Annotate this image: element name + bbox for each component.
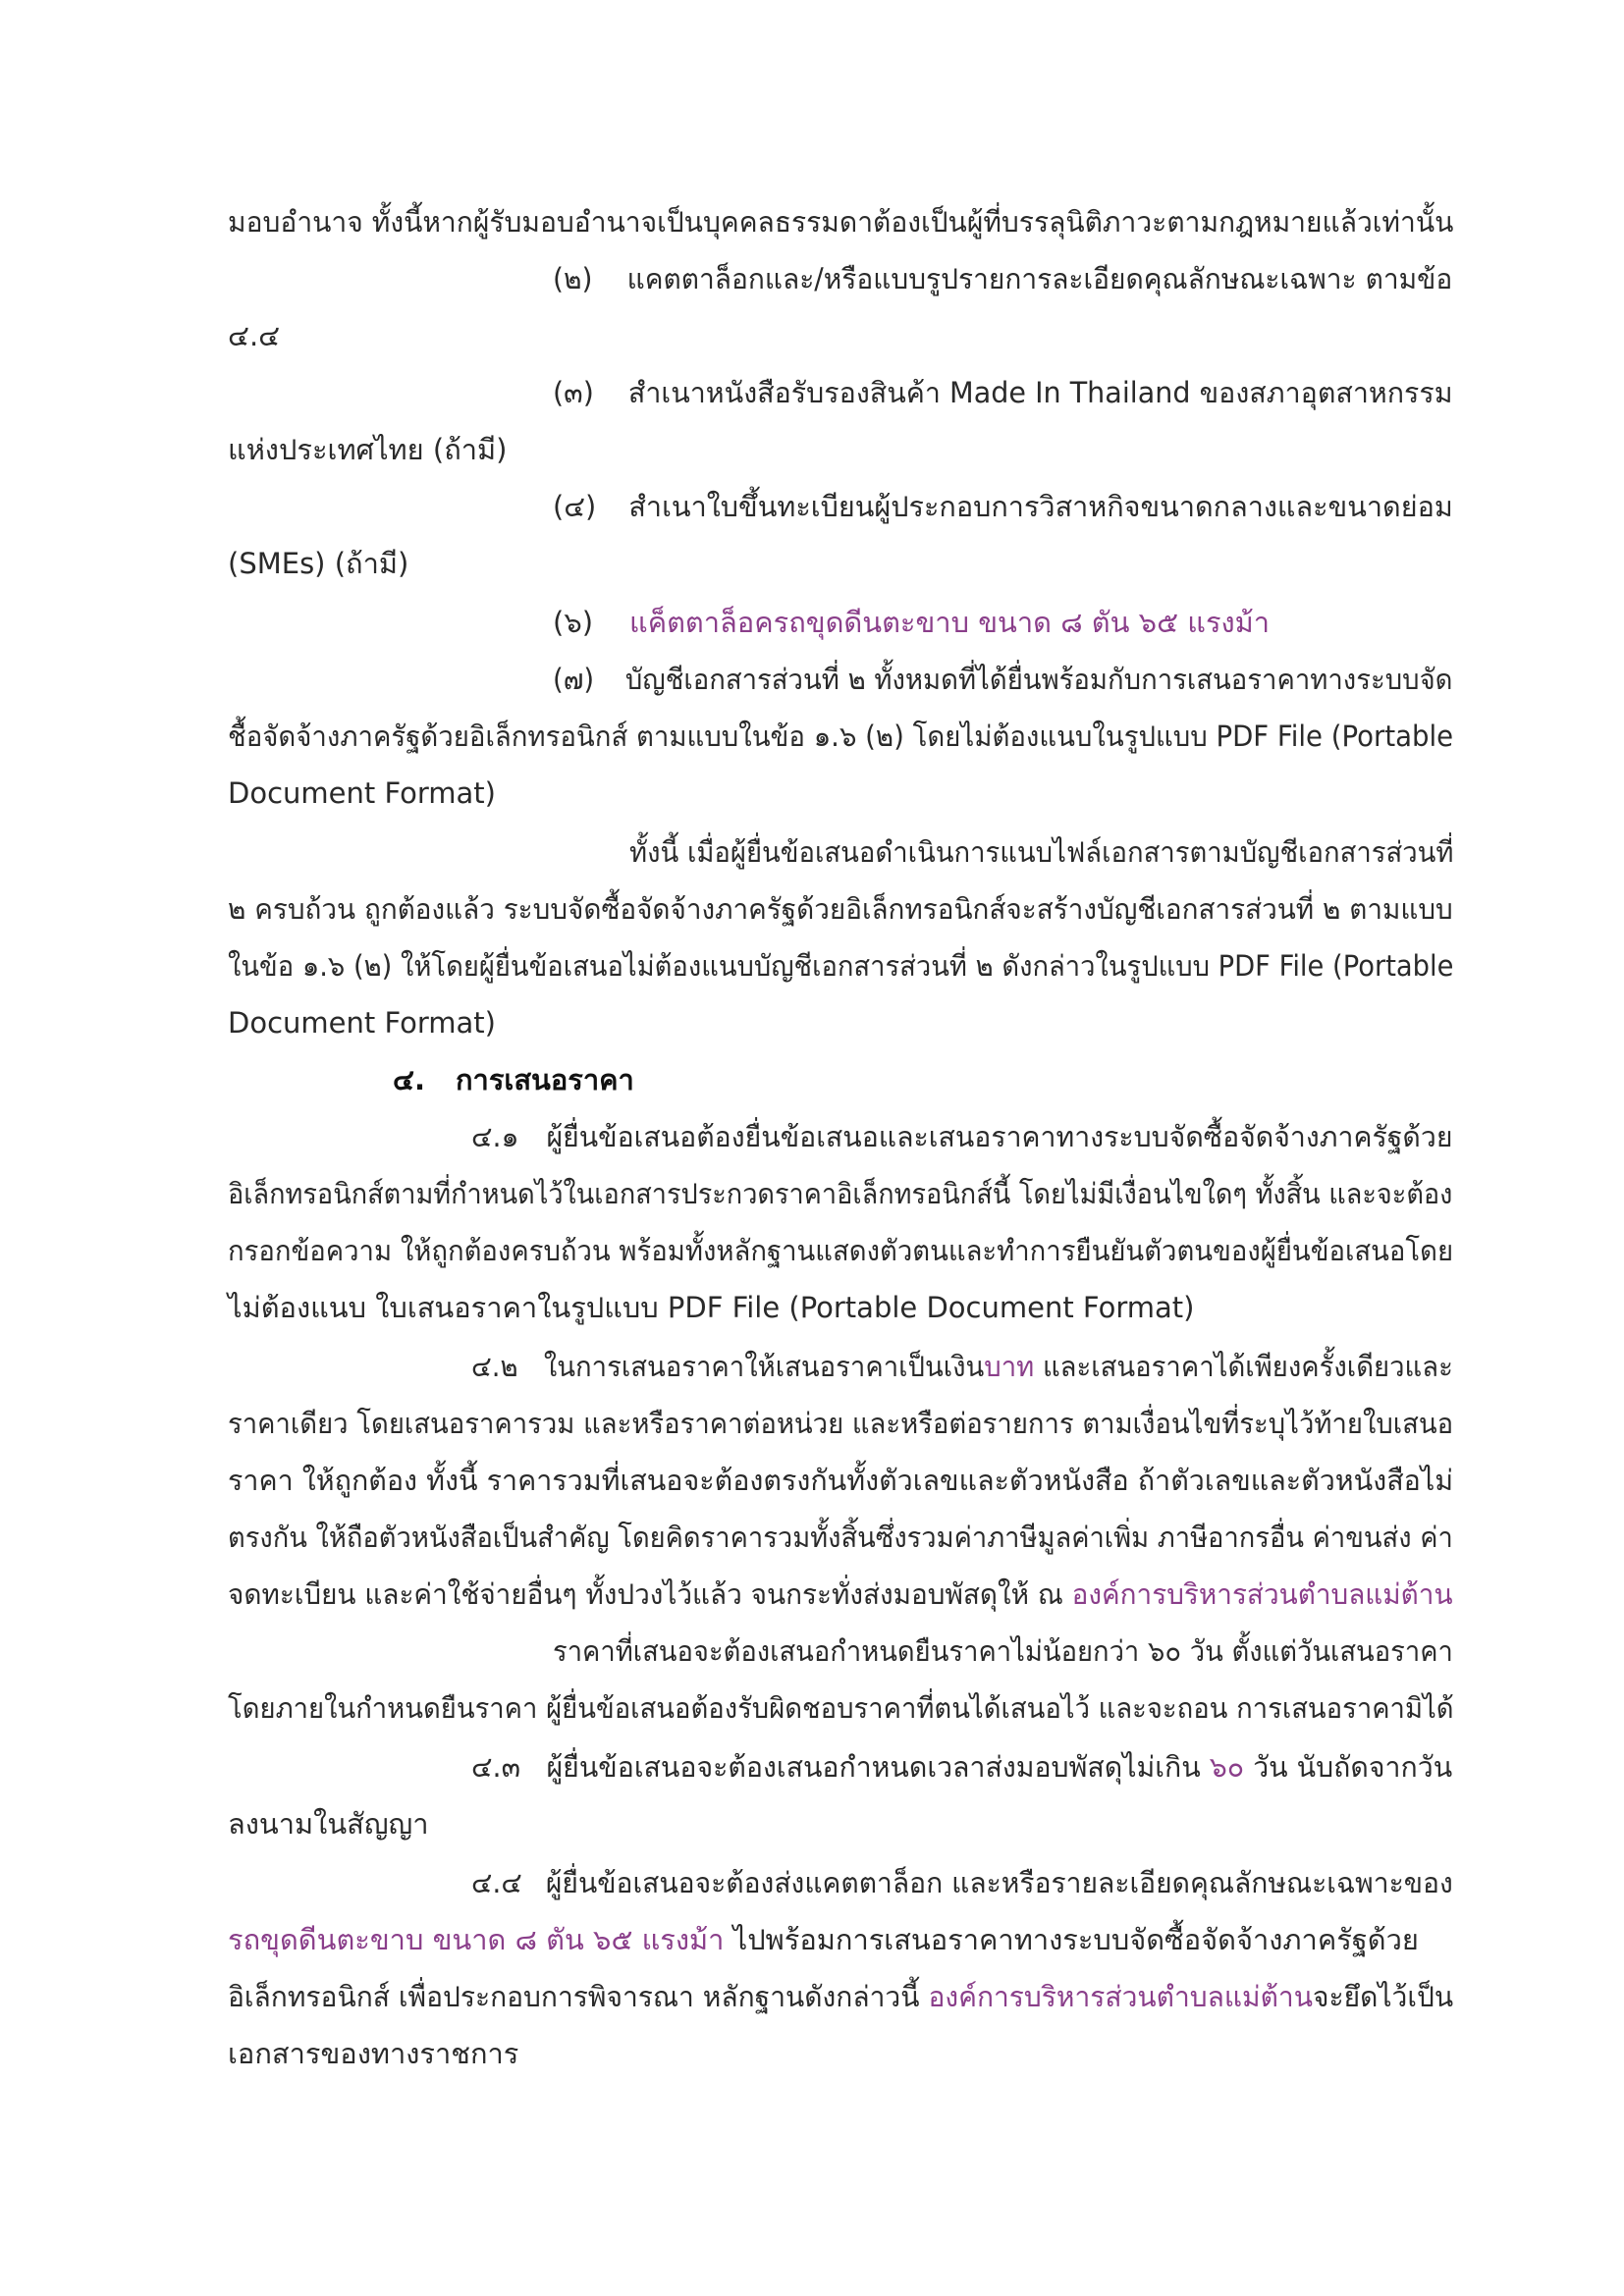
item-number: (๓) <box>553 376 594 409</box>
org-name: องค์การบริหารส่วนตำบลแม่ต้าน <box>1071 1577 1453 1611</box>
text-line: ๔.๔ <box>228 319 281 352</box>
sub-number: ๔.๔ <box>471 1866 522 1899</box>
text-line: ๒ ครบถ้วน ถูกต้องแล้ว ระบบจัดซื้อจัดจ้างภาครัฐด้วยอิเล็กทรอนิกส์จะสร้างบัญชีเอกสารส่วนที่ ๒ ตามแบบ <box>228 892 1453 926</box>
text-line: ชื้อจัดจ้างภาครัฐด้วยอิเล็กทรอนิกส์ ตามแบบในข้อ ๑.๖ (๒) โดยไม่ต้องแนบในรูปแบบ PDF File (Portable <box>228 720 1454 753</box>
subsection <box>471 1347 1453 1386</box>
sub-text: ผู้ยื่นข้อเสนอต้องยื่นข้อเสนอและเสนอราคาทางระบบจัดซื้อจัดจ้างภาครัฐด้วย <box>546 1120 1453 1153</box>
item-number: (๗) <box>553 663 595 696</box>
org-name: องค์การบริหารส่วนตำบลแม่ต้าน <box>928 1980 1313 2013</box>
text-line: ทั้งนี้ เมื่อผู้ยื่นข้อเสนอดำเนินการแนบไฟล์เอกสารตามบัญชีเอกสารส่วนที่ <box>629 835 1454 869</box>
text-line <box>228 1977 1453 2016</box>
item-text: สำเนาหนังสือรับรองสินค้า Made In Thailand ของสภาอุตสาหกรรม <box>627 376 1453 409</box>
text-segment: จะยึดไว้เป็น <box>1312 1980 1454 2013</box>
text-line: ไม่ต้องแนบ ใบเสนอราคาในรูปแบบ PDF File (Portable Document Format) <box>228 1291 1195 1324</box>
text-line: มอบอำนาจ ทั้งนี้หากผู้รับมอบอำนาจเป็นบุคคลธรรมดาต้องเป็นผู้ที่บรรลุนิติภาวะตามกฎหมายแล้วเท่านั้น <box>228 205 1454 239</box>
list-item <box>553 487 1453 526</box>
text-line: กรอกข้อความ ให้ถูกต้องครบถ้วน พร้อมทั้งหลักฐานแสดงตัวตนและทำการยืนยันตัวตนของผู้ยื่นข้อเสนอโดย <box>228 1234 1454 1267</box>
subsection <box>471 1863 1453 1902</box>
text-line: เอกสารของทางราชการ <box>228 2037 519 2070</box>
item-number: (๒) <box>553 262 593 295</box>
text-line: (SMEs) (ถ้ามี) <box>228 547 409 580</box>
text-line <box>228 1920 1419 1959</box>
list-item <box>553 603 1270 642</box>
vehicle-name: รถขุดดีนตะขาบ ขนาด ๘ ตัน ๖๕ แรงม้า <box>228 1923 725 1956</box>
sub-text: ในการเสนอราคาให้เสนอราคาเป็นเงิน <box>543 1350 985 1383</box>
currency-text: บาท <box>984 1350 1035 1383</box>
section-title: การเสนอราคา <box>456 1063 634 1096</box>
text-line: ในข้อ ๑.๖ (๒) ให้โดยผู้ยื่นข้อเสนอไม่ต้องแนบบัญชีเอกสารส่วนที่ ๒ ดังกล่าวในรูปแบบ PDF File (Portable <box>228 949 1454 983</box>
text-line: Document Format) <box>228 1006 496 1040</box>
item-text: สำเนาใบขึ้นทะเบียนผู้ประกอบการวิสาหกิจขนาดกลางและขนาดย่อม <box>628 490 1453 523</box>
text-line <box>228 1575 1453 1614</box>
sub-text: ผู้ยื่นข้อเสนอจะต้องเสนอกำหนดเวลาส่งมอบพัสดุไม่เกิน <box>546 1750 1210 1784</box>
text-segment: จดทะเบียน และค่าใช้จ่ายอื่นๆ ทั้งปวงไว้แล้ว จนกระทั่งส่งมอบพัสดุให้ ณ <box>228 1577 1072 1611</box>
text-line: ราคาเดียว โดยเสนอราคารวม และหรือราคาต่อหน่วย และหรือต่อรายการ ตามเงื่อนไขที่ระบุไว้ท้ายใบเสนอ <box>228 1407 1454 1440</box>
text-line: ตรงกัน ให้ถือตัวหนังสือเป็นสำคัญ โดยคิดราคารวมทั้งสิ้นซึ่งรวมค่าภาษีมูลค่าเพิ่ม ภาษีอากรอื่น ค่าขนส่ง ค่า <box>228 1521 1453 1554</box>
item-text-highlight: แค็ตตาล็อครถขุดดีนตะขาบ ขนาด ๘ ตัน ๖๕ แรงม้า <box>629 606 1271 639</box>
text-line: แห่งประเทศไทย (ถ้ามี) <box>228 433 508 466</box>
section-heading <box>393 1060 634 1099</box>
subsection <box>471 1747 1452 1787</box>
text-line: อิเล็กทรอนิกส์ตามที่กำหนดไว้ในเอกสารประกวดราคาอิเล็กทรอนิกส์นี้ โดยไม่มีเงื่อนไขใดๆ ทั้งสิ้น และจะต้อง <box>228 1177 1453 1210</box>
sub-text: ผู้ยื่นข้อเสนอจะต้องส่งแคตตาล็อก และหรือรายละเอียดคุณลักษณะเฉพาะของ <box>545 1866 1453 1899</box>
item-number: (๖) <box>553 606 594 639</box>
sub-number: ๔.๓ <box>471 1750 521 1784</box>
item-text: บัญชีเอกสารส่วนที่ ๒ ทั้งหมดที่ได้ยื่นพร้อมกับการเสนอราคาทางระบบจัด <box>624 663 1453 696</box>
item-number: (๔) <box>553 490 597 523</box>
sub-number: ๔.๑ <box>471 1120 519 1153</box>
text-line: ราคาที่เสนอจะต้องเสนอกำหนดยืนราคาไม่น้อยกว่า ๖๐ วัน ตั้งแต่วันเสนอราคา <box>553 1634 1453 1668</box>
text-line: โดยภายในกำหนดยืนราคา ผู้ยื่นข้อเสนอต้องรับผิดชอบราคาที่ตนได้เสนอไว้ และจะถอน การเสนอราคามิได้ <box>228 1691 1454 1725</box>
text-segment: ไปพร้อมการเสนอราคาทางระบบจัดซื้อจัดจ้างภาครัฐด้วย <box>724 1923 1419 1956</box>
text-line: Document Format) <box>228 776 496 810</box>
days-value: ๖๐ <box>1209 1750 1245 1784</box>
sub-number: ๔.๒ <box>471 1350 518 1383</box>
text-segment: อิเล็กทรอนิกส์ เพื่อประกอบการพิจารณา หลักฐานดังกล่าวนี้ <box>228 1980 929 2013</box>
section-number: ๔. <box>393 1063 425 1096</box>
sub-text: และเสนอราคาได้เพียงครั้งเดียวและ <box>1034 1350 1453 1383</box>
text-line: ลงนามในสัญญา <box>228 1807 429 1841</box>
list-item <box>553 660 1453 699</box>
subsection <box>471 1117 1452 1156</box>
list-item <box>553 259 1452 298</box>
list-item <box>553 373 1453 412</box>
text-line: ราคา ให้ถูกต้อง ทั้งนี้ ราคารวมที่เสนอจะต้องตรงกันทั้งตัวเลขและตัวหนังสือ ถ้าตัวเลขและตัวหนังสือไม่ <box>228 1464 1454 1497</box>
sub-text: วัน นับถัดจากวัน <box>1244 1750 1453 1784</box>
item-text: แคตตาล็อกและ/หรือแบบรูปรายการละเอียดคุณลักษณะเฉพาะ ตามข้อ <box>626 262 1453 295</box>
